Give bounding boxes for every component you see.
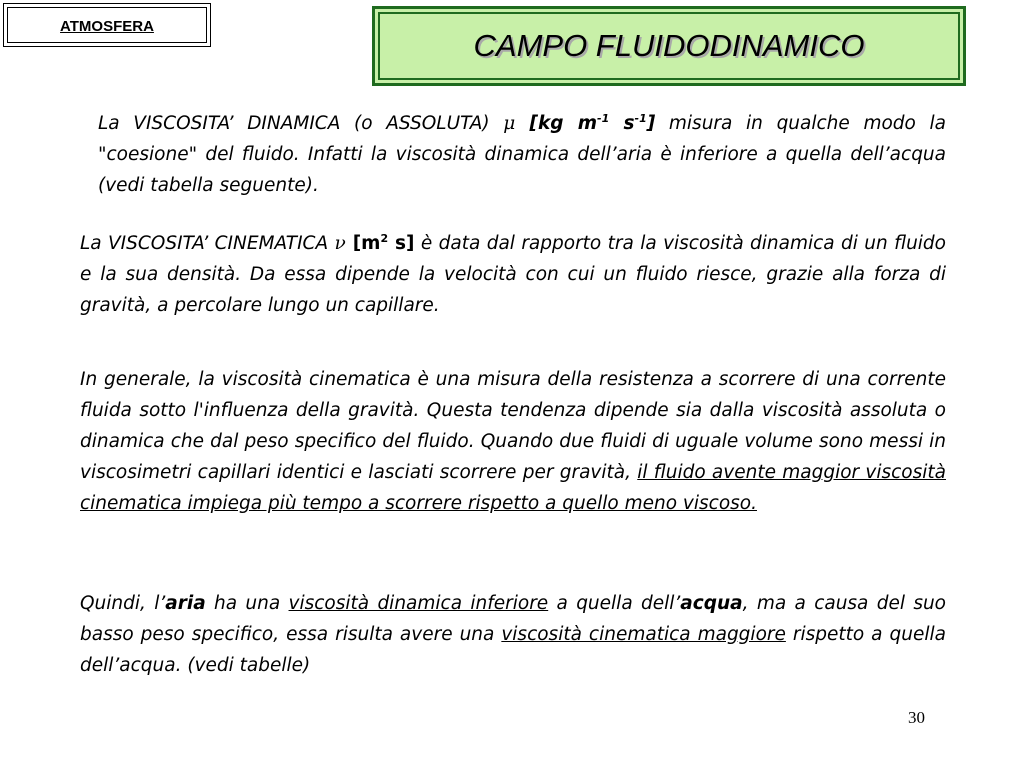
page-number: 30 xyxy=(908,708,925,727)
p4-underlined-2: viscosità cinematica maggiore xyxy=(501,624,786,645)
title-banner xyxy=(372,6,966,86)
p3-text-1: In generale, la viscosità cinematica è una misura della resistenza a scorrere di una corrente fluida sotto l'influenza della gravità. Questa tendenza dipende sia dalla viscosità assoluta o dinamica che dal peso specifico del fluido. Quando due fluidi di uguale volume sono messi in viscosimetri capillari identici e lasciati scorrere per gravità, xyxy=(80,369,946,483)
p1-unit-2: s xyxy=(609,113,635,134)
title-banner-inner-frame xyxy=(378,12,960,80)
p1-sup-2: -1 xyxy=(634,111,647,125)
p4-underlined-1: viscosità dinamica inferiore xyxy=(288,593,549,614)
paragraph-kinematic-viscosity xyxy=(80,228,946,321)
nu-symbol: ν xyxy=(334,233,346,254)
p4-text-3: a quella dell’ xyxy=(548,593,681,614)
p3-underlined-1: il fluido avente maggior viscosità cinematica impiega più tempo a scorrere rispetto a quello meno viscoso. xyxy=(80,462,946,514)
p2-sup-1: 2 xyxy=(380,231,389,245)
slide-title: CAMPO FLUIDODINAMICO xyxy=(473,28,865,63)
p2-text-2: è data dal rapporto tra la viscosità dinamica di un fluido e la sua densità. Da essa dipende la velocità con cui un fluido riesce, grazie alla forza di gravità, a percolare lungo un capillare. xyxy=(80,233,946,316)
p1-text-1: La VISCOSITA’ DINAMICA (o ASSOLUTA) xyxy=(98,113,504,134)
p4-text-2: ha una xyxy=(205,593,289,614)
p4-text-1: Quindi, l’ xyxy=(80,593,166,614)
mu-symbol: μ xyxy=(503,113,516,134)
section-tag-label: ATMOSFERA xyxy=(60,18,154,35)
paragraph-general xyxy=(80,364,946,519)
p2-text-1: La VISCOSITA’ CINEMATICA xyxy=(80,233,335,254)
p1-unit-1: [kg m xyxy=(515,113,598,134)
paragraph-dynamic-viscosity xyxy=(98,108,946,201)
p1-unit-3: ] xyxy=(646,113,656,134)
p2-unit-1: [m xyxy=(345,233,381,254)
p4-text-4: , ma a causa del suo basso peso specifico, essa risulta avere una xyxy=(80,593,946,645)
paragraph-conclusion xyxy=(80,588,946,681)
p4-bold-aria: aria xyxy=(165,593,206,614)
section-tag-inner-frame xyxy=(7,7,207,43)
p4-bold-acqua: acqua xyxy=(680,593,743,614)
section-tag xyxy=(3,3,211,47)
p2-unit-2: s] xyxy=(388,233,415,254)
p4-text-5: rispetto a quella dell’acqua. (vedi tabelle) xyxy=(80,624,946,676)
p1-sup-1: -1 xyxy=(597,111,610,125)
p1-text-2: misura in qualche modo la "coesione" del fluido. Infatti la viscosità dinamica dell’aria è inferiore a quella dell’acqua (vedi tabella seguente). xyxy=(98,113,946,196)
